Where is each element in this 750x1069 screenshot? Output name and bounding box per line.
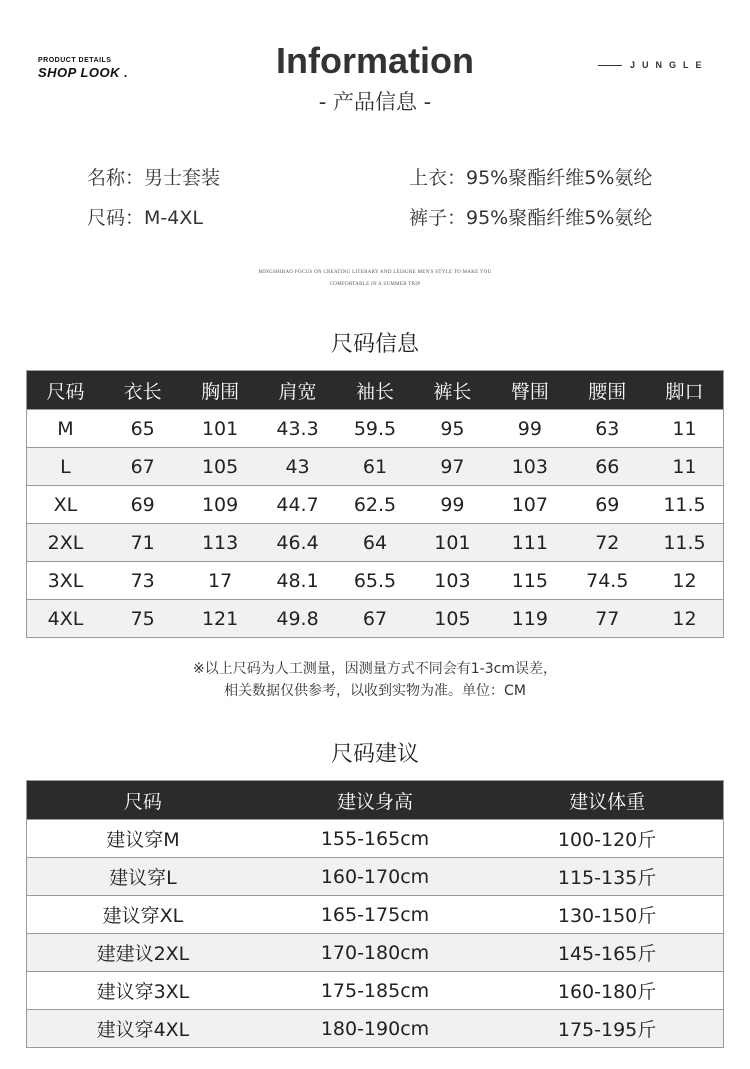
suggest-table-title: 尺码建议 <box>330 742 419 767</box>
table-row <box>27 410 724 448</box>
table-cell: 67 <box>104 448 181 486</box>
table-cell: 3XL <box>27 562 104 600</box>
header-cell: 腰围 <box>569 371 646 410</box>
table-cell: 109 <box>181 486 258 524</box>
table-cell: 11 <box>646 448 724 486</box>
table-cell: 170-180cm <box>259 934 491 972</box>
table-cell: 62.5 <box>336 486 413 524</box>
size-table-title: 尺码信息 <box>330 332 419 357</box>
table-row <box>27 448 724 486</box>
table-cell: 63 <box>569 410 646 448</box>
table-cell: 建议穿XL <box>27 896 259 934</box>
header-cell: 袖长 <box>336 371 413 410</box>
table-cell: 165-175cm <box>259 896 491 934</box>
table-cell: 130-150斤 <box>491 896 723 934</box>
table-cell: 121 <box>181 600 258 638</box>
header-cell: 臀围 <box>491 371 568 410</box>
table-cell: 43 <box>259 448 336 486</box>
table-cell: 49.8 <box>259 600 336 638</box>
table-cell: 建议穿3XL <box>27 972 259 1010</box>
table-cell: 77 <box>569 600 646 638</box>
table-cell: 145-165斤 <box>491 934 723 972</box>
table-cell: 69 <box>569 486 646 524</box>
table-cell: 61 <box>336 448 413 486</box>
page-subtitle: - 产品信息 - <box>318 90 432 114</box>
header-cell: 裤长 <box>414 371 491 410</box>
suggest-table <box>26 780 724 1048</box>
table-cell: 69 <box>104 486 181 524</box>
table-row <box>27 600 724 638</box>
table-cell: 44.7 <box>259 486 336 524</box>
table-cell: XL <box>27 486 104 524</box>
table-row <box>27 486 724 524</box>
brand-big-text: SHOP LOOK . <box>38 65 129 80</box>
table-cell: 2XL <box>27 524 104 562</box>
table-cell: 66 <box>569 448 646 486</box>
note-line-1: ※以上尺码为人工测量，因测量方式不同会有1-3cm误差， <box>193 661 557 677</box>
header-cell: 衣长 <box>104 371 181 410</box>
tagline-line-2: COMFORTABLE IN A SUMMER TRIP <box>329 282 421 287</box>
table-cell: 建建议2XL <box>27 934 259 972</box>
brand-small-text: PRODUCT DETAILS <box>38 57 112 64</box>
header-cell: 肩宽 <box>259 371 336 410</box>
page-title: Information <box>276 40 474 81</box>
header-cell: 尺码 <box>27 371 104 410</box>
table-cell: 111 <box>491 524 568 562</box>
table-cell: 113 <box>181 524 258 562</box>
table-row <box>27 820 724 858</box>
table-cell: 73 <box>104 562 181 600</box>
table-cell: 59.5 <box>336 410 413 448</box>
header-cell: 脚口 <box>646 371 724 410</box>
info-name: 名称：男士套装 <box>87 167 221 189</box>
jungle-mark <box>598 60 709 70</box>
table-cell: 75 <box>104 600 181 638</box>
table-cell: 99 <box>491 410 568 448</box>
table-cell: 12 <box>646 600 724 638</box>
table-cell: 46.4 <box>259 524 336 562</box>
table-cell: 建议穿M <box>27 820 259 858</box>
size-table-header <box>27 371 724 410</box>
table-cell: 4XL <box>27 600 104 638</box>
info-pants-material: 裤子：95%聚酯纤维5%氨纶 <box>409 207 653 229</box>
table-cell: 180-190cm <box>259 1010 491 1048</box>
table-cell: M <box>27 410 104 448</box>
info-size: 尺码：M-4XL <box>87 207 203 229</box>
table-cell: 155-165cm <box>259 820 491 858</box>
table-cell: 17 <box>181 562 258 600</box>
table-row <box>27 896 724 934</box>
table-cell: 119 <box>491 600 568 638</box>
table-cell: 64 <box>336 524 413 562</box>
note-line-2: 相关数据仅供参考，以收到实物为准。单位：CM <box>224 683 526 699</box>
table-cell: 175-185cm <box>259 972 491 1010</box>
header-cell: 胸围 <box>181 371 258 410</box>
table-cell: 115-135斤 <box>491 858 723 896</box>
table-cell: 107 <box>491 486 568 524</box>
table-cell: 11.5 <box>646 486 724 524</box>
table-cell: 175-195斤 <box>491 1010 723 1048</box>
table-cell: 100-120斤 <box>491 820 723 858</box>
table-row <box>27 1010 724 1048</box>
table-cell: 65 <box>104 410 181 448</box>
table-row <box>27 524 724 562</box>
table-cell: 74.5 <box>569 562 646 600</box>
table-cell: 67 <box>336 600 413 638</box>
table-cell: 65.5 <box>336 562 413 600</box>
table-cell: 建议穿4XL <box>27 1010 259 1048</box>
jungle-text: JUNGLE <box>630 60 709 70</box>
table-cell: 71 <box>104 524 181 562</box>
table-cell: 105 <box>181 448 258 486</box>
table-cell: L <box>27 448 104 486</box>
table-cell: 99 <box>414 486 491 524</box>
table-cell: 11 <box>646 410 724 448</box>
table-cell: 95 <box>414 410 491 448</box>
table-cell: 建议穿L <box>27 858 259 896</box>
table-row <box>27 858 724 896</box>
table-cell: 97 <box>414 448 491 486</box>
header-cell: 尺码 <box>27 781 259 820</box>
table-cell: 103 <box>491 448 568 486</box>
table-row <box>27 562 724 600</box>
table-cell: 101 <box>414 524 491 562</box>
size-table <box>26 370 724 638</box>
table-cell: 160-180斤 <box>491 972 723 1010</box>
tagline-line-1: MINGSHIBAO FOCUS ON CREATING LITERARY AND LEISURE MEN'S STYLE TO MAKE YOU <box>258 270 492 275</box>
table-row <box>27 934 724 972</box>
table-cell: 160-170cm <box>259 858 491 896</box>
table-cell: 72 <box>569 524 646 562</box>
table-cell: 48.1 <box>259 562 336 600</box>
table-cell: 43.3 <box>259 410 336 448</box>
table-cell: 12 <box>646 562 724 600</box>
suggest-table-header <box>27 781 724 820</box>
jungle-divider <box>598 65 622 66</box>
table-cell: 11.5 <box>646 524 724 562</box>
table-cell: 101 <box>181 410 258 448</box>
table-cell: 115 <box>491 562 568 600</box>
table-cell: 105 <box>414 600 491 638</box>
table-cell: 103 <box>414 562 491 600</box>
table-row <box>27 972 724 1010</box>
header-cell: 建议身高 <box>259 781 491 820</box>
info-top-material: 上衣：95%聚酯纤维5%氨纶 <box>409 167 653 189</box>
header-cell: 建议体重 <box>491 781 723 820</box>
